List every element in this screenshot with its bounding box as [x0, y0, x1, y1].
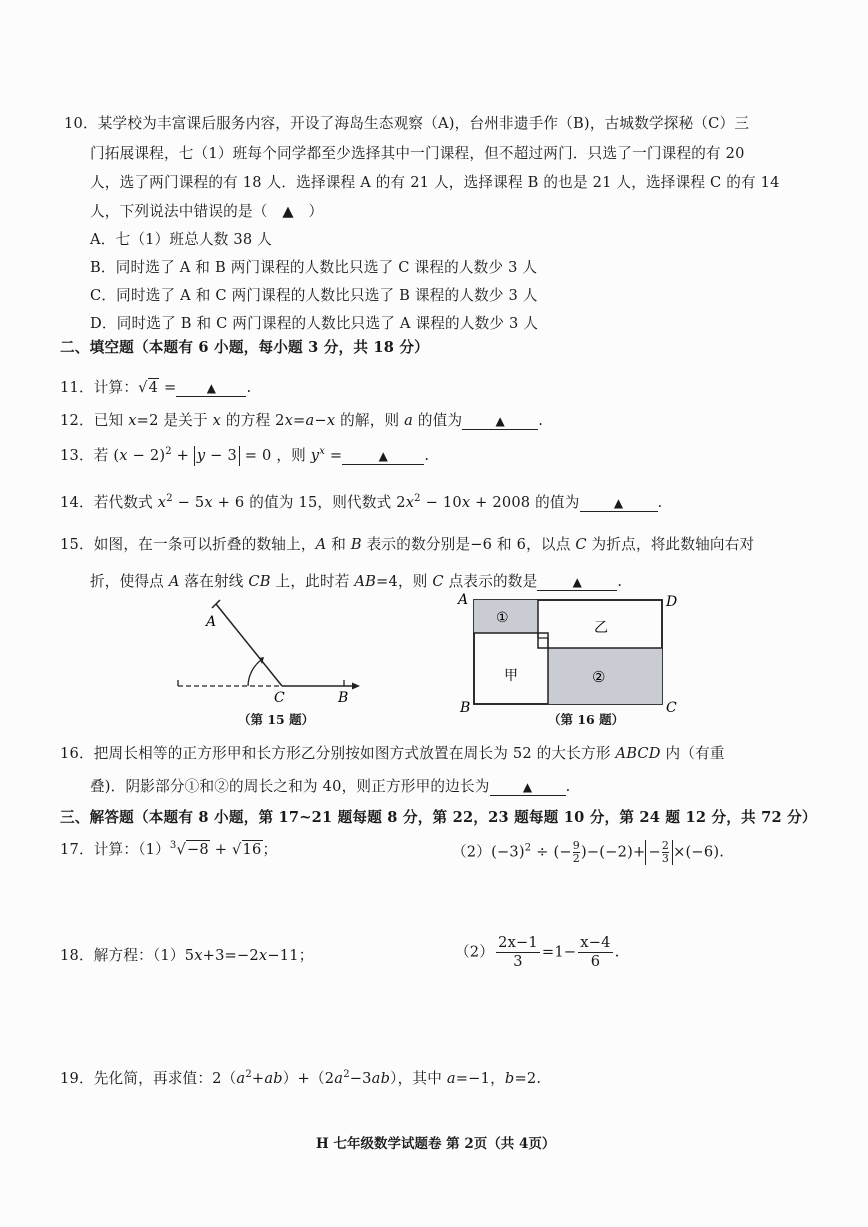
fig15-label-b: B	[338, 690, 349, 706]
fig16-label-b: B	[460, 700, 471, 716]
fig15-label-a: A	[206, 614, 217, 630]
fig16-label-c: C	[666, 700, 677, 716]
fig16-region-1: ①	[496, 610, 509, 626]
q16-line1: 16．把周长相等的正方形甲和长方形乙分别按如图方式放置在周长为 52 的大长方形 ABCD 内（有重	[60, 745, 725, 762]
figure-16-rectangles	[452, 590, 688, 716]
answer-blank-11[interactable]: ▲	[176, 380, 246, 397]
q11: 11．计算：√4 = ▲ .	[60, 379, 252, 396]
fig15-folded-ray	[216, 604, 282, 686]
page-footer: H 七年级数学试题卷 第 2页（共 4页）	[316, 1136, 556, 1152]
q10-option-d: D．同时选了 B 和 C 两门课程的人数比只选了 A 课程的人数少 3 人	[90, 315, 539, 332]
answer-blank-14[interactable]: ▲	[580, 495, 658, 512]
q16-line2: 叠)．阴影部分①和②的周长之和为 40，则正方形甲的边长为 ▲ .	[90, 778, 571, 795]
answer-blank-13[interactable]: ▲	[342, 448, 424, 465]
q17-part2: $(2)(-3)^2$ ÷ (− $\frac{9}{2}$ )−(−2)+ − $\frac{2}{3}$ ×(−6).	[452, 839, 725, 865]
fig16-label-d: D	[666, 594, 678, 610]
answer-blank-12[interactable]: ▲	[462, 413, 538, 430]
fig15-label-c: C	[274, 690, 285, 706]
sqrt-symbol-16: √16	[232, 841, 262, 858]
absolute-value-fraction: − $\frac{2}{3}$	[645, 840, 673, 865]
q14: 14．若代数式 $x^2 - 5x + 6$ 的值为 15，则代数式 $2x^2 - 10x + 2008$ 的值为 ▲ .	[60, 493, 663, 511]
figure-15-number-line	[168, 594, 368, 706]
q15-line2: 折，使得点 A 落在射线 CB 上，此时若 AB=4，则 C 点表示的数是 ▲ .	[90, 573, 623, 590]
fig16-label-yi: 乙	[594, 620, 608, 636]
fraction-9-2: $\frac{9}{2}$	[572, 839, 580, 865]
q13: 13．若 $(x - 2)^2 + y - 3 = 0$ ，则 $y^x$ = ▲ .	[60, 446, 430, 464]
section-3-title: 三、解答题（本题有 8 小题，第 17~21 题每题 8 分，第 22，23 题每题 10 分，第 24 题 12 分，共 72 分）	[60, 809, 817, 826]
section-2-title: 二、填空题（本题有 6 小题，每小题 3 分，共 18 分）	[60, 339, 429, 356]
answer-blank-16[interactable]: ▲	[490, 779, 566, 796]
q10-line4: 人，下列说法中错误的是（ ▲ ）	[90, 203, 324, 220]
fig16-region-2: ②	[592, 668, 606, 686]
fig15-fold-arc	[248, 660, 261, 686]
q18-part1: 18．解方程：（1）5x+3=−2x−11；	[60, 947, 314, 964]
fraction-2x-1-over-3: $\frac{2x-1}{3}$	[498, 934, 538, 970]
figure-16-caption: （第 16 题）	[548, 712, 625, 727]
q10-line1: 10．某学校为丰富课后服务内容，开设了海岛生态观察（A)，台州非遗手作（B)，古城数学探秘（C）三	[64, 115, 750, 132]
q10-option-c: C．同时选了 A 和 C 两门课程的人数比只选了 B 课程的人数少 3 人	[90, 287, 538, 304]
answer-blank-15[interactable]: ▲	[537, 574, 617, 591]
figure-15-caption: （第 15 题）	[238, 712, 315, 727]
q19: 19．先化简，再求值：$2(a^2+ab)+(2a^2-3ab)$，其中 a=−1，b=2.	[60, 1069, 542, 1087]
q10-option-a: A．七（1）班总人数 38 人	[90, 231, 273, 248]
fig16-label-a: A	[458, 592, 469, 608]
q17-part1: 17．计算：$(1)^3√-8 + √16$；	[60, 840, 278, 858]
fraction-x-4-over-6: $\frac{x-4}{6}$	[580, 934, 611, 970]
fig15-arrow	[352, 683, 360, 690]
fig16-label-jia: 甲	[504, 668, 518, 684]
absolute-value: y − 3	[194, 446, 240, 466]
fig16-step-line	[538, 633, 548, 648]
q10-line2: 门拓展课程，七（1）班每个同学都至少选择其中一门课程，但不超过两门．只选了一门课程的有 20	[90, 145, 745, 162]
q10-line3: 人，选了两门课程的有 18 人．选择课程 A 的有 21 人，选择课程 B 的也是 21 人，选择课程 C 的有 14	[90, 174, 780, 191]
sqrt-symbol: √4	[138, 379, 159, 396]
q10-option-b: B．同时选了 A 和 B 两门课程的人数比只选了 C 课程的人数少 3 人	[90, 259, 538, 276]
q18-part2: （2） $\frac{2x-1}{3}$ =1− $\frac{x-4}{6}$ .	[455, 934, 620, 970]
q12: 12．已知 x=2 是关于 x 的方程 2x=a−x 的解，则 a 的值为 ▲ .	[60, 412, 544, 429]
cube-root-symbol: √−8	[176, 841, 209, 858]
q15-line1: 15．如图，在一条可以折叠的数轴上，A 和 B 表示的数分别是−6 和 6，以点 C 为折点，将此数轴向右对	[60, 536, 755, 553]
